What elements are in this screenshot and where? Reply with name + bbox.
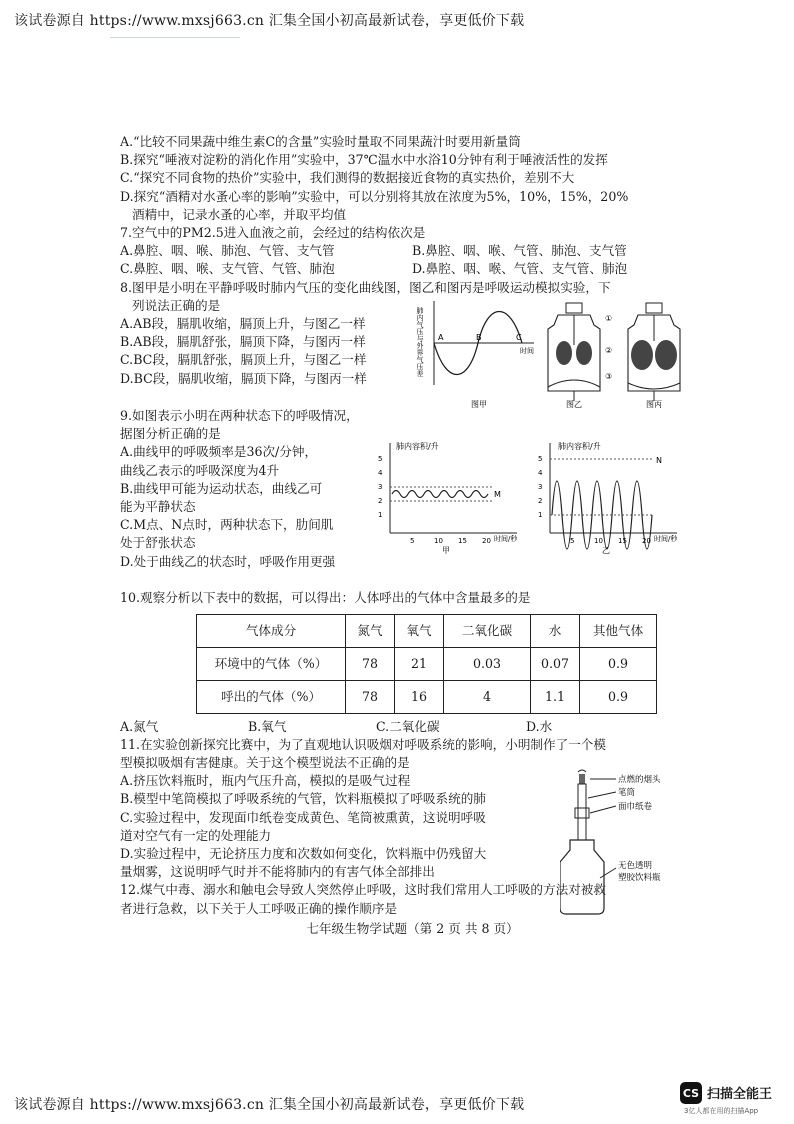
table-header-cell: 水 — [531, 614, 580, 647]
q9-option-b-cont: 能为平静状态 — [120, 499, 196, 515]
q8-bell-jar-yi — [548, 303, 600, 401]
camscanner-watermark — [680, 1080, 780, 1116]
q9-yi-xlabel: 时间/秒 — [654, 535, 678, 544]
q8-block — [120, 307, 705, 410]
q8-caption-jia: 图甲 — [471, 400, 487, 410]
table-cell: 0.9 — [580, 680, 657, 713]
table-header-cell: 氮气 — [346, 614, 395, 647]
q8-figure — [416, 295, 696, 413]
table-row — [197, 680, 657, 713]
q9-jia-xtick-15: 15 — [458, 537, 467, 546]
q11-block — [120, 772, 705, 884]
q9-jia-xtick-20: 20 — [482, 537, 491, 546]
table-cell: 环境中的气体（%） — [197, 647, 346, 680]
q9-stem-cont: 据图分析正确的是 — [120, 426, 221, 442]
q8-point-b: B — [476, 333, 482, 343]
q8-option-c: C.BC段，膈肌舒张，膈顶上升，与图乙一样 — [120, 352, 367, 368]
q10-stem: 10.观察分析以下表中的数据，可以得出：人体呼出的气体中含量最多的是 — [120, 590, 531, 606]
q9-yi-gridlines — [550, 459, 654, 515]
q7-row-1 — [120, 242, 705, 260]
q12-stem: 12.煤气中毒、溺水和触电会导致人突然停止呼吸，这时我们常用人工呼吸的方法对被救 — [120, 882, 606, 898]
exam-content — [120, 133, 705, 938]
table-cell: 0.03 — [444, 647, 531, 680]
q7-option-b: B.鼻腔、咽、喉、气管、肺泡、支气管 — [412, 243, 627, 259]
q11-option-b: B.模型中笔筒模拟了呼吸系统的气管，饮料瓶模拟了呼吸系统的肺 — [120, 791, 486, 807]
q8-option-d: D.BC段，膈肌收缩，膈顶下降，与图丙一样 — [120, 370, 367, 386]
q9-label-n: N — [656, 456, 662, 466]
q10-option-c: C.二氧化碳 — [376, 718, 440, 734]
q9-jia-curve — [392, 491, 488, 498]
q9-yi-ytick-1: 1 — [538, 511, 543, 520]
q10-options — [120, 718, 705, 736]
table-cell: 78 — [346, 647, 395, 680]
q8-marker-3: ③ — [605, 372, 613, 382]
q9-jia-ytick-5: 5 — [378, 455, 383, 464]
q7-row-2 — [120, 260, 705, 278]
q9-label-m: M — [494, 490, 501, 500]
q7-option-d: D.鼻腔、咽、喉、气管、支气管、肺泡 — [412, 261, 628, 277]
q7-option-c: C.鼻腔、咽、喉、支气管、气管、肺泡 — [120, 261, 335, 277]
q9-yi-xtick-5: 5 — [570, 537, 575, 546]
q8-point-a: A — [438, 333, 444, 343]
table-cell: 4 — [444, 680, 531, 713]
q11-option-d-cont: 量烟雾，这说明呼气时并不能将肺内的有害气体全部排出 — [120, 864, 435, 880]
q6-option-d: D.探究“酒精对水蚤心率的影响”实验中，可以分别将其放在浓度为5%，10%，15%，20% — [120, 188, 629, 204]
q9-jia-gridlines — [390, 487, 492, 501]
q8-stem-cont: 列说法正确的是 — [132, 297, 221, 313]
table-cell: 呼出的气体（%） — [197, 680, 346, 713]
q9-jia-xtick-5: 5 — [410, 537, 415, 546]
table-cell: 0.9 — [580, 647, 657, 680]
q9-option-c: C.M点、N点时，两种状态下，肋间肌 — [120, 517, 334, 533]
q8-bell-jar-bing — [628, 303, 680, 401]
q11-option-c: C.实验过程中，发现面巾纸卷变成黄色、笔筒被熏黄，这说明呼吸 — [120, 809, 486, 825]
q9-jia-ytick-2: 2 — [378, 497, 383, 506]
q9-option-a: A.曲线甲的呼吸频率是36次/分钟， — [120, 444, 318, 460]
top-source-banner: 该试卷源自 https://www.mxsj663.cn 汇集全国小初高最新试卷，享更低价下载 — [14, 13, 525, 29]
camscanner-name: 扫描全能王 — [707, 1087, 773, 1102]
q9-jia-ytick-3: 3 — [378, 483, 383, 492]
q8-ylabel: 肺内气压与外界气压差 — [416, 307, 424, 378]
q9-caption-jia: 甲 — [442, 546, 450, 556]
q9-block — [120, 443, 705, 589]
q8-option-b: B.AB段，膈肌舒张，膈顶下降，与图丙一样 — [120, 334, 366, 350]
q11-option-c-cont: 道对空气有一定的处理能力 — [120, 827, 272, 843]
q8-marker-2: ② — [605, 346, 613, 356]
q9-jia-ytick-4: 4 — [378, 469, 383, 478]
q9-figure — [372, 437, 690, 555]
camscanner-logo-icon: CS — [680, 1082, 702, 1104]
q11-label-bottle-line1: 无色透明 — [618, 861, 653, 872]
q9-yi-ytick-4: 4 — [538, 469, 543, 478]
q9-yi-ytick-5: 5 — [538, 455, 543, 464]
table-header-cell: 其他气体 — [580, 614, 657, 647]
table-cell: 16 — [395, 680, 444, 713]
banner-underline — [110, 37, 240, 38]
q9-yi-ytick-3: 3 — [538, 483, 543, 492]
q11-label-tissue-roll: 面巾纸卷 — [618, 802, 653, 813]
q6-option-a: A.“比较不同果蔬中维生素C的含量”实验时量取不同果蔬汁时要用新量筒 — [120, 134, 521, 149]
table-cell: 1.1 — [531, 680, 580, 713]
q12-stem-cont: 者进行急救，以下关于人工呼吸正确的操作顺序是 — [120, 900, 398, 916]
q11-option-d: D.实验过程中，无论挤压力度和次数如何变化，饮料瓶中仍残留大 — [120, 846, 487, 862]
q9-option-b: B.曲线甲可能为运动状态，曲线乙可 — [120, 480, 323, 496]
q8-caption-yi: 图乙 — [566, 400, 582, 410]
q9-stem: 9.如图表示小明在两种状态下的呼吸情况， — [120, 408, 359, 424]
page-footer: 七年级生物学试题（第 2 页 共 8 页） — [306, 920, 519, 936]
camscanner-tagline: 3亿人都在用的扫描App — [684, 1107, 759, 1115]
q11-label-pen-tube: 笔筒 — [618, 788, 636, 799]
q11-bottle-drawing — [560, 770, 616, 914]
q9-yi-xtick-20: 20 — [642, 537, 651, 546]
q11-stem: 11.在实验创新探究比赛中，为了直观地认识吸烟对呼吸系统的影响，小明制作了一个模 — [120, 736, 606, 752]
bottom-source-banner: 该试卷源自 https://www.mxsj663.cn 汇集全国小初高最新试卷，享更低价下载 — [14, 1097, 525, 1113]
q11-option-a: A.挤压饮料瓶时，瓶内气压升高，模拟的是吸气过程 — [120, 773, 411, 789]
q9-jia-ytick-1: 1 — [378, 511, 383, 520]
q9-jia-ylabel: 肺内容积/升 — [396, 442, 439, 452]
table-header-row — [197, 614, 657, 647]
q9-option-c-cont: 处于舒张状态 — [120, 535, 196, 551]
q11-stem-cont: 型模拟吸烟有害健康。关于这个模型说法不正确的是 — [120, 755, 410, 771]
q9-caption-yi: 乙 — [602, 546, 610, 556]
q11-label-bottle-line2: 塑胶饮料瓶 — [618, 873, 661, 884]
table-header-cell: 气体成分 — [197, 614, 346, 647]
q8-option-a: A.AB段，膈肌收缩，膈顶上升，与图乙一样 — [120, 316, 366, 332]
q6-option-d-cont: 酒精中，记录水蚤的心率，并取平均值 — [132, 206, 347, 222]
q8-xlabel: 时间 — [520, 347, 534, 356]
q9-yi-xtick-15: 15 — [618, 537, 627, 546]
q6-option-b: B.探究“唾液对淀粉的消化作用”实验中，37℃温水中水浴10分钟有利于唾液活性的发挥 — [120, 152, 608, 168]
q8-caption-bing: 图丙 — [646, 400, 662, 410]
q10-option-b: B.氧气 — [248, 718, 287, 734]
table-cell: 21 — [395, 647, 444, 680]
q11-label-cigarette: 点燃的烟头 — [618, 775, 661, 786]
q6-option-c: C.“探究不同食物的热价”实验中，我们测得的数据接近食物的真实热价，差别不大 — [120, 170, 575, 186]
q10-option-d: D.水 — [526, 718, 553, 734]
q9-yi-ylabel: 肺内容积/升 — [558, 442, 601, 452]
q8-point-c: C — [516, 333, 522, 343]
q9-option-a-cont: 曲线乙表示的呼吸深度为4升 — [120, 462, 280, 478]
table-cell: 0.07 — [531, 647, 580, 680]
q9-yi-ytick-2: 2 — [538, 497, 543, 506]
table-row — [197, 647, 657, 680]
table-header-cell: 氧气 — [395, 614, 444, 647]
q8-marker-1: ① — [605, 314, 613, 324]
q8-stem: 8.图甲是小明在平静呼吸时肺内气压的变化曲线图，图乙和图丙是呼吸运动模拟实验，下 — [120, 279, 611, 295]
q9-jia-xtick-10: 10 — [434, 537, 443, 546]
table-cell: 78 — [346, 680, 395, 713]
q9-option-d: D.处于曲线乙的状态时，呼吸作用更强 — [120, 553, 336, 569]
table-header-cell: 二氧化碳 — [444, 614, 531, 647]
q7-stem: 7.空气中的PM2.5进入血液之前，会经过的结构依次是 — [120, 225, 426, 241]
q10-option-a: A.氮气 — [120, 718, 159, 734]
q7-option-a: A.鼻腔、咽、喉、肺泡、气管、支气管 — [120, 243, 335, 259]
q9-yi-xtick-10: 10 — [594, 537, 603, 546]
gas-composition-table — [196, 614, 657, 714]
q9-jia-xlabel: 时间/秒 — [494, 535, 518, 544]
q11-smoking-model-figure — [560, 768, 705, 918]
